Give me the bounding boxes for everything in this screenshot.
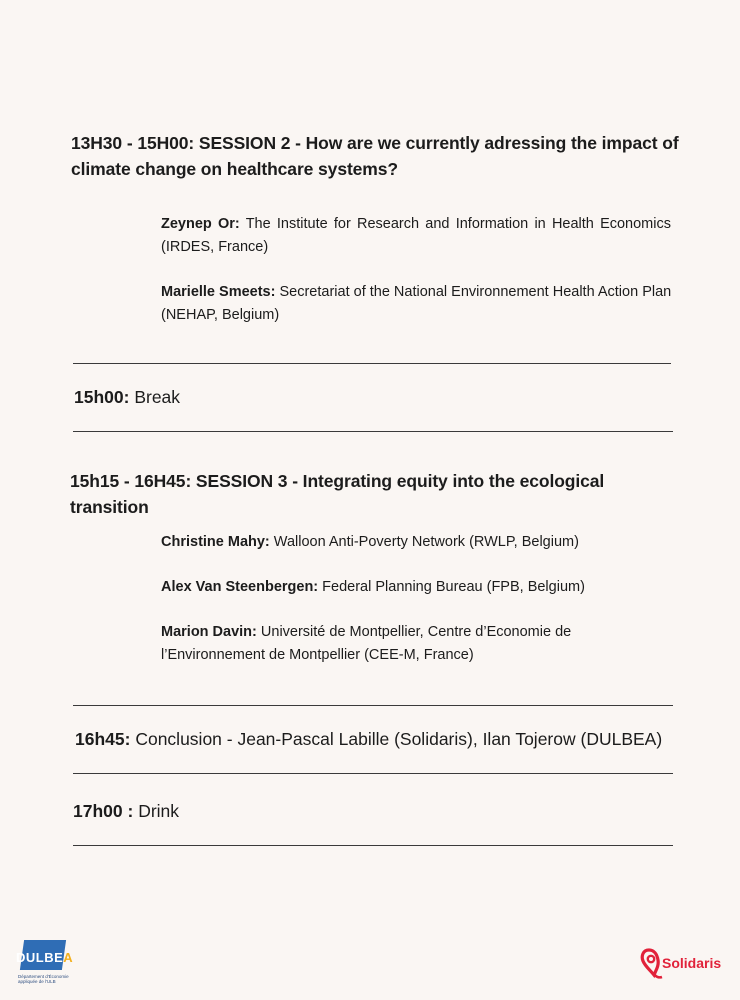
dulbea-wordmark: DULBEA bbox=[16, 950, 74, 965]
drink-row bbox=[73, 799, 179, 823]
dulbea-logo bbox=[16, 938, 72, 990]
divider bbox=[73, 705, 673, 706]
break-row bbox=[74, 385, 180, 409]
speaker-affiliation: The Institute for Research and Information in Health Economics (IRDES, France) bbox=[161, 216, 671, 255]
speaker-name: Zeynep Or: bbox=[161, 216, 240, 232]
speaker-affiliation: Université de Montpellier, Centre d’Economie de l’Environnement de Montpellier (CEE-M, France) bbox=[161, 624, 572, 663]
divider bbox=[73, 773, 673, 774]
speaker-affiliation: Walloon Anti-Poverty Network (RWLP, Belgium) bbox=[273, 534, 579, 550]
solidaris-wordmark: Solidaris bbox=[662, 955, 722, 971]
session3-speaker-1 bbox=[161, 531, 681, 554]
speaker-affiliation: Secretariat of the National Environnement Health Action Plan (NEHAP, Belgium) bbox=[161, 284, 672, 323]
session3-heading: 15h15 - 16H45: SESSION 3 - Integrating equity into the ecological transition bbox=[70, 471, 605, 517]
speaker-name: Christine Mahy: bbox=[161, 534, 270, 550]
conclusion-time: 16h45: bbox=[75, 729, 131, 749]
divider bbox=[73, 845, 673, 846]
drink-label: Drink bbox=[138, 801, 180, 821]
session3-speaker-2 bbox=[161, 576, 681, 599]
speaker-affiliation: Federal Planning Bureau (FPB, Belgium) bbox=[322, 579, 585, 595]
break-label: Break bbox=[134, 387, 181, 407]
session2-speaker-2 bbox=[161, 281, 676, 327]
speaker-name: Marielle Smeets: bbox=[161, 284, 276, 300]
dulbea-subtitle: Département d'Économie appliquée de l'ULB bbox=[18, 974, 69, 984]
conclusion-label: Conclusion - Jean-Pascal Labille (Solidaris), Ilan Tojerow (DULBEA) bbox=[135, 729, 663, 749]
conclusion-row bbox=[75, 727, 715, 751]
divider bbox=[73, 363, 671, 364]
drink-time: 17h00 : bbox=[73, 801, 134, 821]
speaker-name: Alex Van Steenbergen: bbox=[161, 579, 319, 595]
session2-heading: 13H30 - 15H00: SESSION 2 - How are we currently adressing the impact of climate change on healthcare systems? bbox=[71, 133, 679, 179]
break-time: 15h00: bbox=[74, 387, 130, 407]
speaker-name: Marion Davin: bbox=[161, 624, 257, 640]
divider bbox=[73, 431, 673, 432]
session3-speaker-3 bbox=[161, 621, 631, 667]
session2-speaker-1 bbox=[161, 213, 671, 259]
solidaris-logo bbox=[640, 946, 732, 980]
